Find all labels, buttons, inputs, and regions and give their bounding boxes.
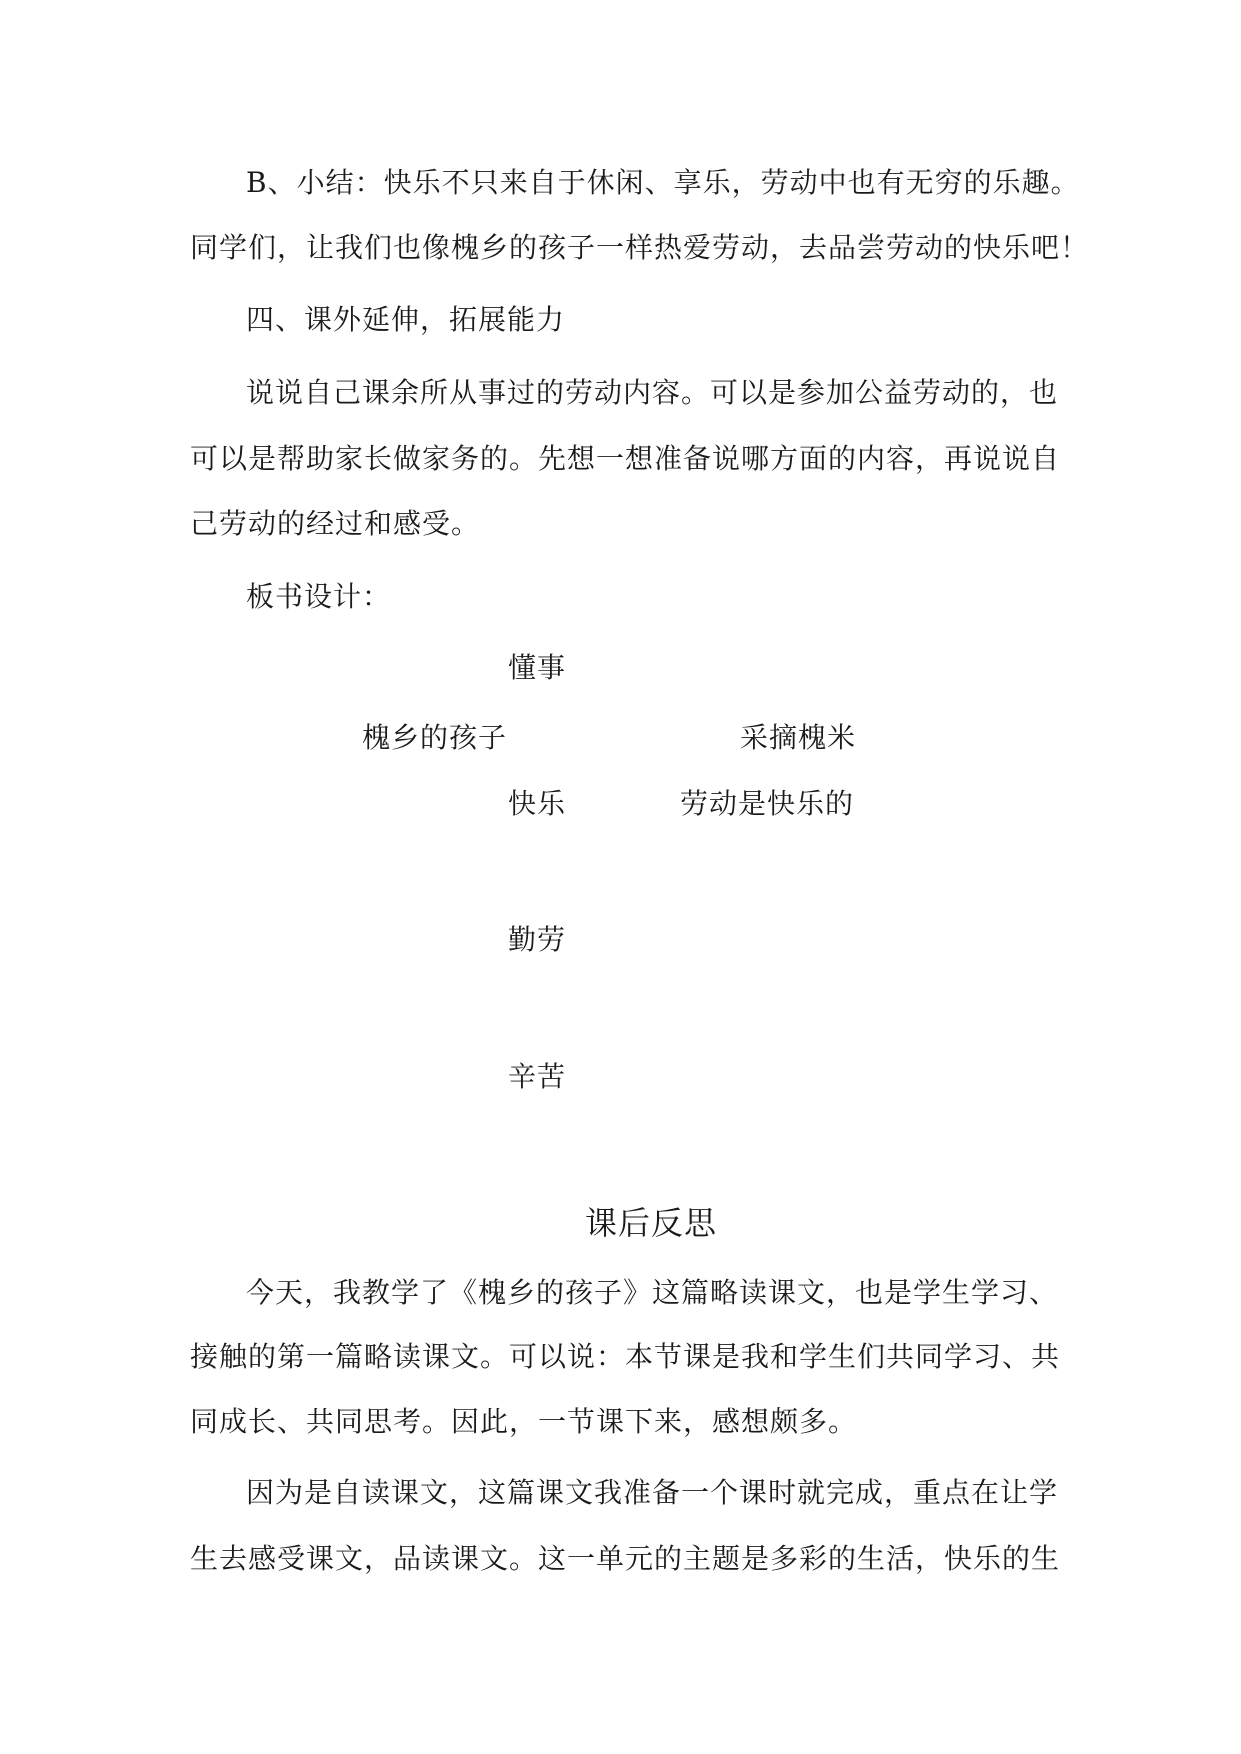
reflection-line-1: 今天，我教学了《槐乡的孩子》这篇略读课文，也是学生学习、 xyxy=(246,1276,1059,1309)
board-word-laodong: 劳动是快乐的 xyxy=(680,787,855,820)
summary-line-2: 同学们，让我们也像槐乡的孩子一样热爱劳动，去品尝劳动的快乐吧！ xyxy=(190,231,1090,264)
reflection-line-2: 接触的第一篇略读课文。可以说：本节课是我和学生们共同学习、共 xyxy=(190,1340,1061,1373)
reflection-line-5: 生去感受课文，品读课文。这一单元的主题是多彩的生活，快乐的生 xyxy=(190,1542,1061,1575)
reflection-title: 课后反思 xyxy=(585,1204,718,1242)
reflection-line-4: 因为是自读课文，这篇课文我准备一个课时就完成，重点在让学 xyxy=(246,1476,1059,1509)
board-word-huaixiang: 槐乡的孩子 xyxy=(362,721,508,754)
section-heading-4: 四、课外延伸，拓展能力 xyxy=(246,303,566,336)
board-word-dongshi: 懂事 xyxy=(508,651,567,684)
extension-line-1: 说说自己课余所从事过的劳动内容。可以是参加公益劳动的，也 xyxy=(246,376,1059,409)
summary-line-1: B、小结：快乐不只来自于休闲、享乐，劳动中也有无穷的乐趣。 xyxy=(246,166,1080,199)
board-word-kuaile: 快乐 xyxy=(508,787,567,820)
board-word-qinlao: 勤劳 xyxy=(508,923,567,956)
board-word-caizhai: 采摘槐米 xyxy=(740,721,857,754)
board-design-label: 板书设计： xyxy=(246,580,392,613)
board-word-xinku: 辛苦 xyxy=(508,1060,567,1093)
extension-line-2: 可以是帮助家长做家务的。先想一想准备说哪方面的内容，再说说自 xyxy=(190,442,1061,475)
extension-line-3: 己劳动的经过和感受。 xyxy=(190,507,481,540)
reflection-line-3: 同成长、共同思考。因此，一节课下来，感想颇多。 xyxy=(190,1405,858,1438)
